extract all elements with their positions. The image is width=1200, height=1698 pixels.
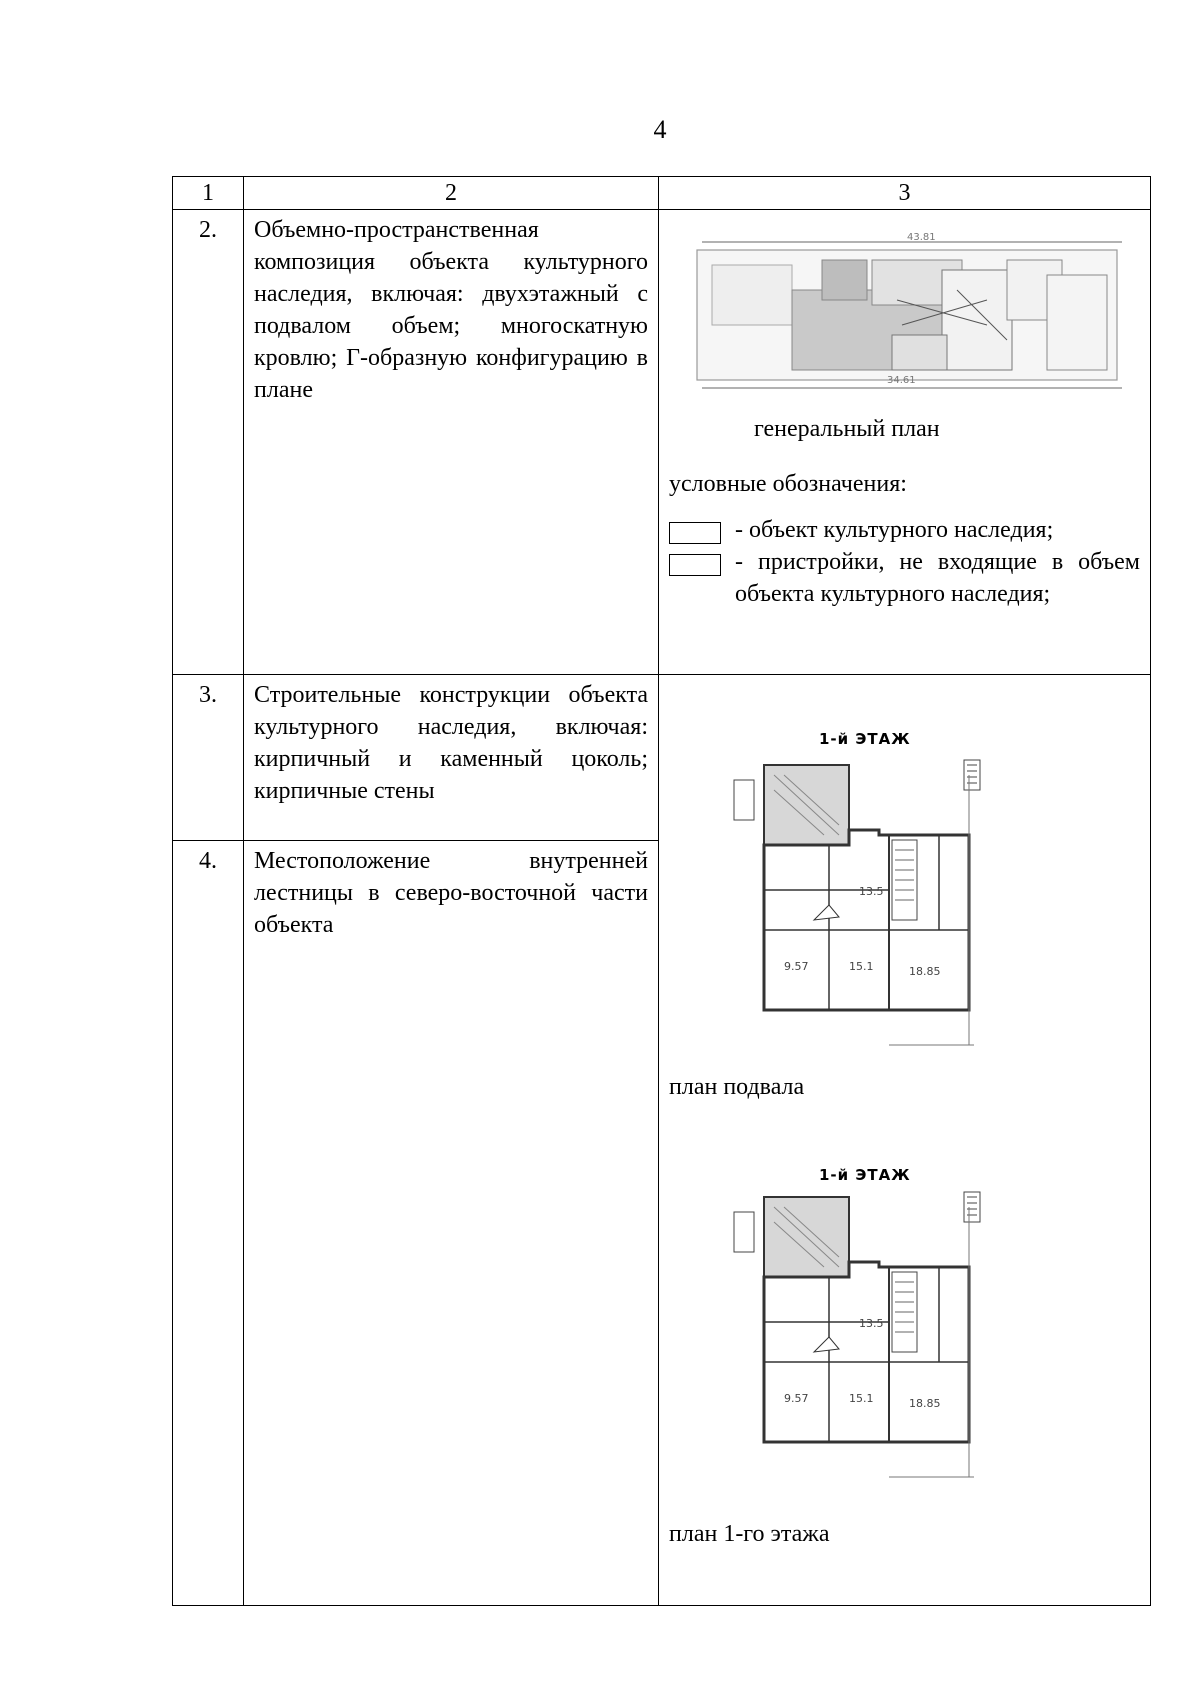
basement-plan-title: 1-й ЭТАЖ — [819, 730, 911, 748]
room-label: 13.5 — [859, 885, 884, 898]
room-label: 18.85 — [909, 1397, 941, 1410]
legend-swatch — [669, 522, 721, 544]
first-floor-plan-drawing — [729, 1187, 1029, 1487]
row-description: Объемно-пространственная композиция объекта культурного наследия, включая: двухэтажный с подвалом объем; многоскатную кровлю; Г-образную конфигурацию в плане — [244, 210, 659, 675]
row-number: 2. — [173, 210, 244, 675]
header-col-1: 1 — [173, 177, 244, 210]
header-col-2: 2 — [244, 177, 659, 210]
site-plan-cell — [659, 210, 1151, 675]
table-row — [173, 210, 1151, 675]
table-row — [173, 675, 1151, 841]
legend-item-heritage — [669, 514, 1140, 546]
room-label: 13.5 — [859, 1317, 884, 1330]
first-floor-plan-title: 1-й ЭТАЖ — [819, 1166, 911, 1184]
basement-plan-caption: план подвала — [669, 1074, 805, 1100]
room-label: 15.1 — [849, 960, 874, 973]
requirements-table — [172, 176, 1151, 1606]
legend-swatch — [669, 554, 721, 576]
room-label: 9.57 — [784, 960, 809, 973]
first-floor-plan-caption: план 1-го этажа — [669, 1521, 830, 1547]
header-col-3: 3 — [659, 177, 1151, 210]
floor-plans-cell — [659, 675, 1151, 1606]
page-number: 4 — [653, 115, 667, 144]
basement-plan-drawing — [729, 755, 1029, 1055]
legend-label: - пристройки, не входящие в объем объекта культурного наследия; — [735, 549, 1140, 607]
site-dim-top: 43.81 — [907, 232, 936, 243]
room-label: 18.85 — [909, 965, 941, 978]
row-number: 3. — [173, 675, 244, 841]
room-label: 9.57 — [784, 1392, 809, 1405]
row-description: Строительные конструкции объекта культурного наследия, включая: кирпичный и каменный цоколь; кирпичные стены — [244, 675, 659, 841]
site-dim-bottom: 34.61 — [887, 375, 916, 386]
room-label: 15.1 — [849, 1392, 874, 1405]
legend-item-extensions — [669, 546, 1140, 610]
table-header-row — [173, 177, 1151, 210]
row-number: 4. — [173, 841, 244, 1606]
row-description: Местоположение внутренней лестницы в северо-восточной части объекта — [244, 841, 659, 1606]
legend-title: условные обозначения: — [669, 471, 907, 497]
legend-label: - объект культурного наследия; — [735, 517, 1054, 543]
site-plan-caption: генеральный план — [754, 416, 940, 442]
site-plan-drawing — [687, 230, 1127, 400]
